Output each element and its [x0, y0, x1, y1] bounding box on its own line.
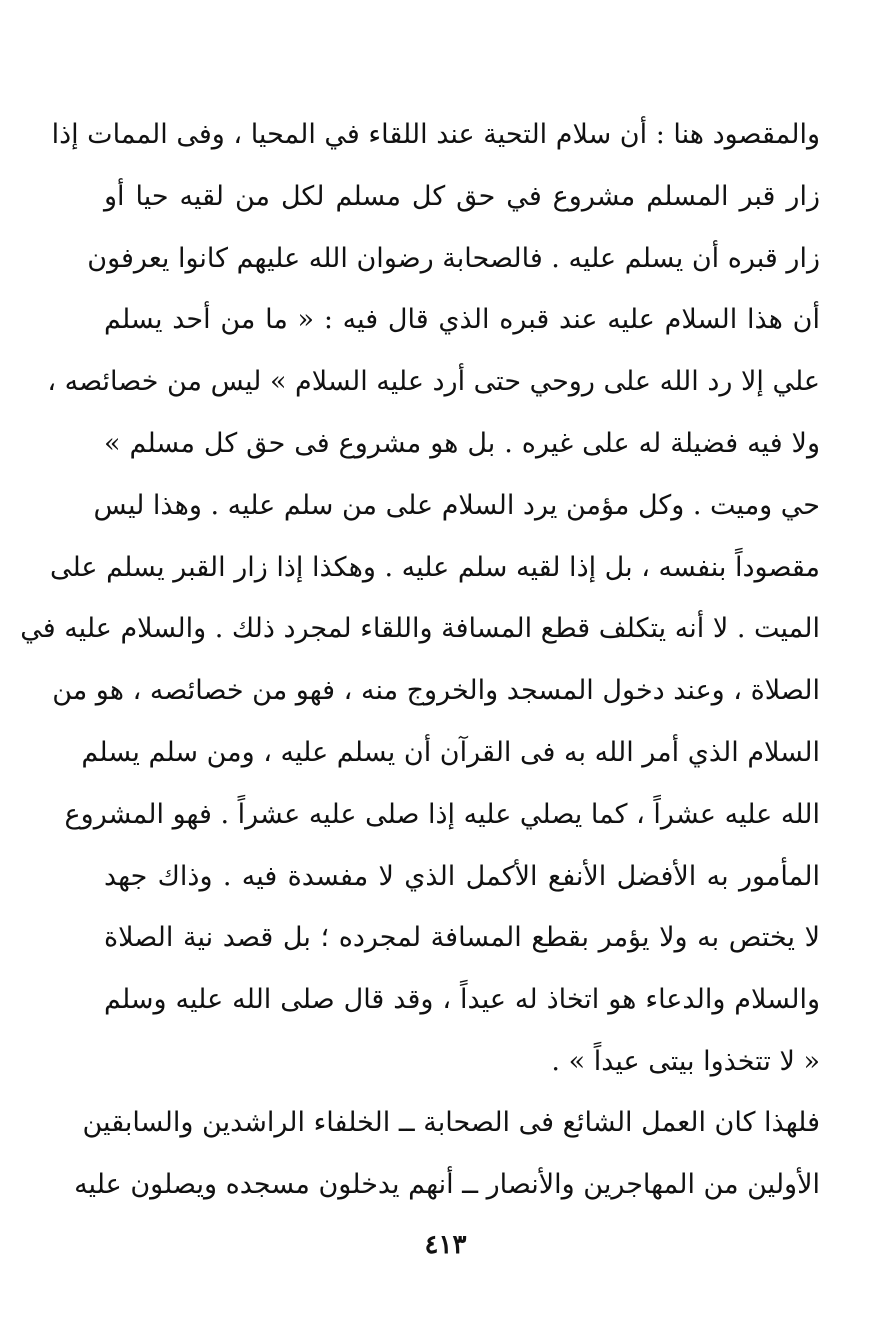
- text-line: فلهذا كان العمل الشائع فى الصحابة ــ الخلفاء الراشدين والسابقين: [82, 1107, 820, 1138]
- text-line: مقصوداً بنفسه ، بل إذا لقيه سلم عليه . وهكذا إذا زار القبر يسلم على: [49, 551, 820, 583]
- text-line: الأولين من المهاجرين والأنصار ــ أنهم يدخلون مسجده ويصلون عليه: [74, 1168, 820, 1200]
- text-line: أن هذا السلام عليه عند قبره الذي قال فيه : « ما من أحد يسلم: [104, 304, 820, 336]
- text-line: زار قبره أن يسلم عليه . فالصحابة رضوان الله عليهم كانوا يعرفون: [87, 242, 820, 274]
- paragraph-1: [20, 104, 820, 1093]
- text-line: الميت . لا أنه يتكلف قطع المسافة واللقاء لمجرد ذلك . والسلام عليه في: [20, 613, 820, 645]
- text-line: لا يختص به ولا يؤمر بقطع المسافة لمجرده ؛ بل قصد نية الصلاة: [104, 922, 820, 954]
- text-line: حي وميت . وكل مؤمن يرد السلام على من سلم عليه . وهذا ليس: [93, 489, 820, 521]
- text-line: السلام الذي أمر الله به فى القرآن أن يسلم عليه ، ومن سلم يسلم: [81, 736, 820, 768]
- text-line: المأمور به الأفضل الأنفع الأكمل الذي لا مفسدة فيه . وذاك جهد: [104, 860, 820, 892]
- text-line: والسلام والدعاء هو اتخاذ له عيداً ، وقد قال صلى الله عليه وسلم: [104, 984, 820, 1016]
- text-line: الله عليه عشراً ، كما يصلي عليه إذا صلى عليه عشراً . فهو المشروع: [64, 798, 820, 830]
- text-line: علي إلا رد الله على روحي حتى أرد عليه السلام » ليس من خصائصه ،: [47, 366, 820, 398]
- paragraph-2: [74, 1092, 820, 1216]
- text-line: زار قبر المسلم مشروع في حق كل مسلم لكل من لقيه حيا أو: [104, 180, 820, 212]
- page-number: ٤١٣: [424, 1230, 467, 1260]
- text-line: ولا فيه فضيلة له على غيره . بل هو مشروع فى حق كل مسلم »: [104, 427, 820, 459]
- text-line: والمقصود هنا : أن سلام التحية عند اللقاء في المحيا ، وفى الممات إذا: [51, 119, 820, 150]
- text-line: الصلاة ، وعند دخول المسجد والخروج منه ، فهو من خصائصه ، هو من: [52, 675, 820, 707]
- text-line: « لا تتخذوا بيتى عيداً » .: [551, 1045, 820, 1077]
